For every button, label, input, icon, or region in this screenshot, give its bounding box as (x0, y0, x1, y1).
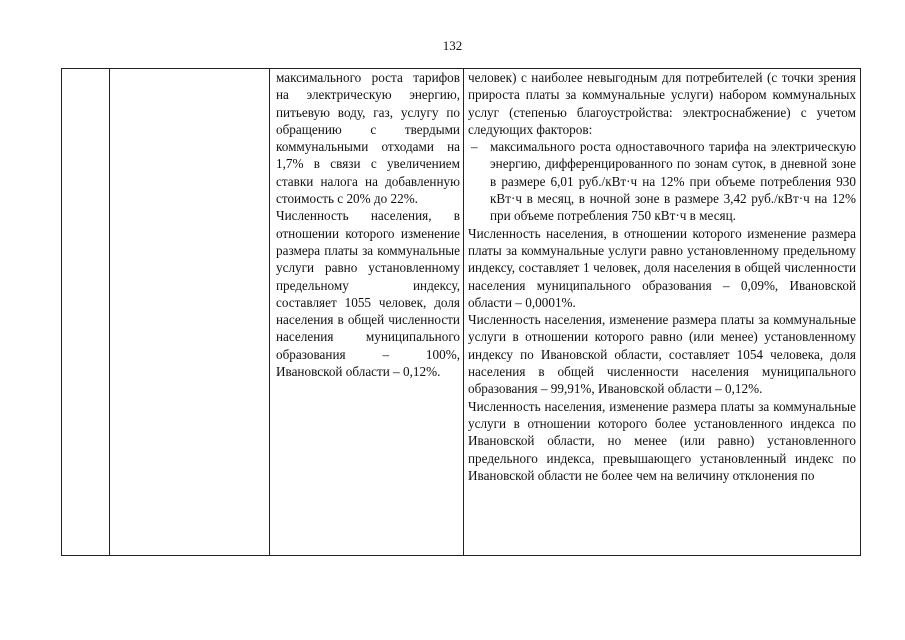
cell-text-col4 (464, 69, 860, 484)
page-number: 132 (442, 38, 463, 53)
paragraph: Численность населения, в отношении которого изменение размера платы за коммунальные услуги равно установленному предельному индексу, составляет 1055 человек, доля населения в общей численности населения муниципального образования – 100%, Ивановской области – 0,12%. (276, 208, 460, 380)
paragraph: максимального роста тарифов на электрическую энергию, питьевую воду, газ, услугу по обращению с твердыми коммунальными отходами на 1,7% в связи с увеличением ставки налога на добавленную стоимость с 20% до 22%. (276, 70, 460, 207)
paragraph: Численность населения, изменение размера платы за коммунальные услуги в отношении которого более установленного индекса по Ивановской области, но менее (или равно) установленного предельного индекса, превышающего установленный индекс по Ивановской области не более чем на величину отклонения по (468, 398, 856, 483)
table-cell-col3 (270, 69, 464, 556)
paragraph: Численность населения, изменение размера платы за коммунальные услуги в отношении которого равно (или менее) установленному индексу по Ивановской области, составляет 1054 человека, доля населения в общей численности населения муниципального образования – 99,91%, Ивановской области – 0,12%. (468, 312, 856, 397)
table-cell-col2 (110, 69, 270, 556)
table-cell-col4 (464, 69, 861, 556)
table-cell-col1 (62, 69, 110, 556)
paragraph: человек) с наиболее невыгодным для потребителей (с точки зрения прироста платы за коммунальные услуги) набором коммунальных услуг (степенью благоустройства: электроснабжение) с учетом следующих факторов: (468, 70, 856, 137)
document-table (61, 68, 861, 556)
dash-bullet: – (471, 139, 478, 155)
dash-list-item (468, 138, 856, 224)
list-item-text: максимального роста одноставочного тарифа на электрическую энергию, дифференцированного по зонам суток, в дневной зоне в размере 6,01 руб./кВт·ч на 12% при объеме потребления 930 кВт·ч в месяц, в ночной зоне в размере 3,42 руб./кВт·ч на 12% при объеме потребления 750 кВт·ч в месяц. (490, 139, 856, 224)
table-row (62, 69, 861, 556)
paragraph: Численность населения, в отношении которого изменение размера платы за коммунальные услуги равно установленному предельному индексу, составляет 1 человек, доля населения в общей численности населения муниципального образования – 0,09%, Ивановской области – 0,0001%. (468, 225, 856, 310)
cell-text-col3 (270, 69, 463, 380)
